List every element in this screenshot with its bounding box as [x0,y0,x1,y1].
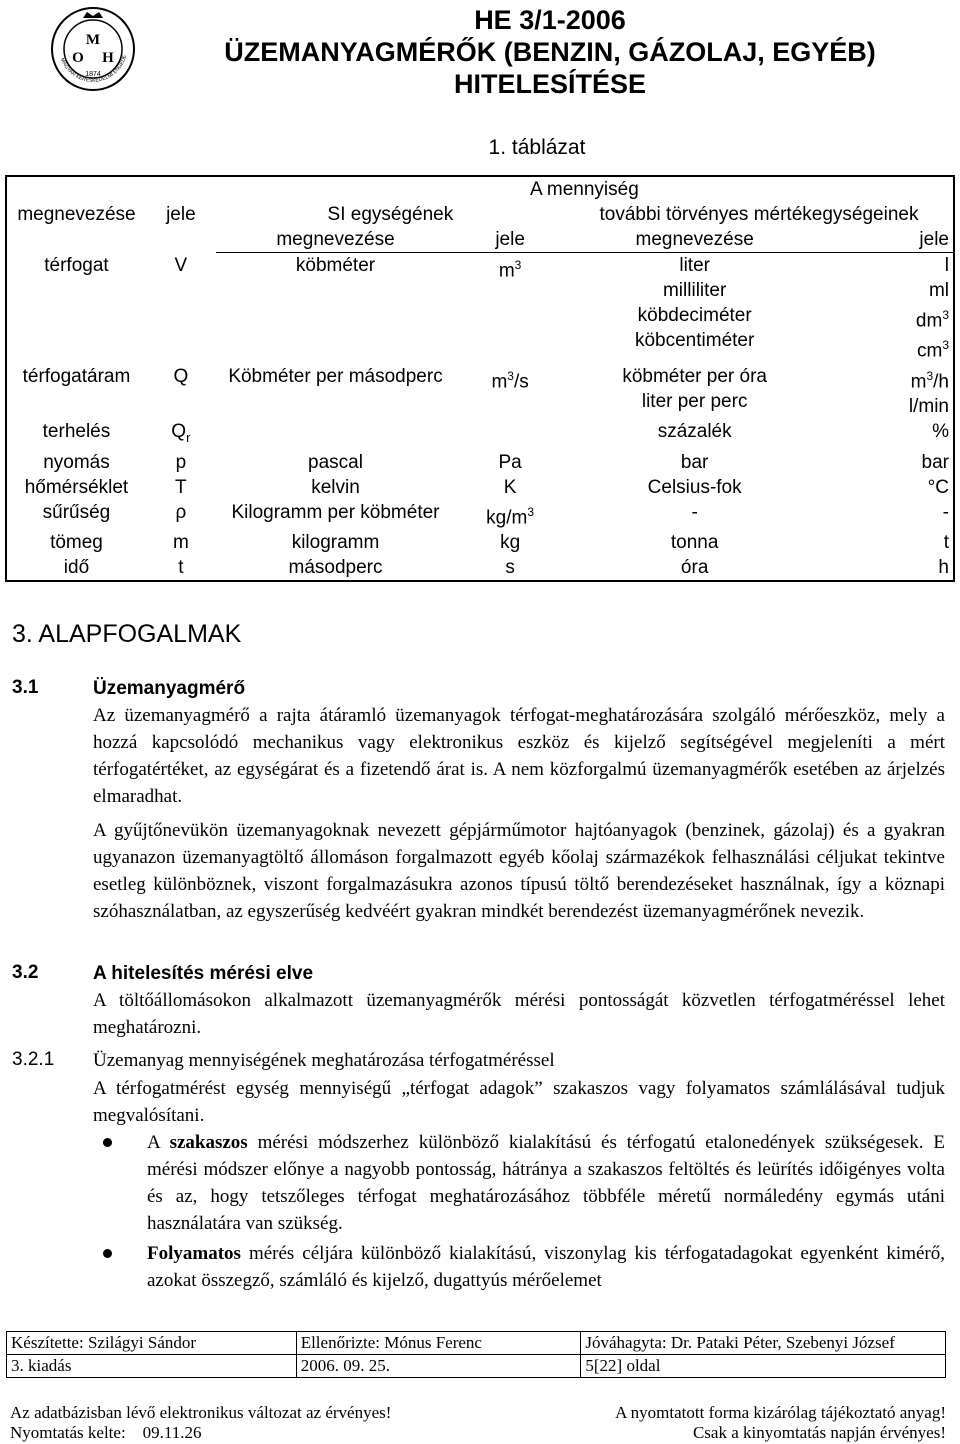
other-unit-names [565,555,824,581]
si-unit-symbol: kg [500,532,521,554]
other-unit-name: tonna [670,532,719,554]
logo-ring-text: MAGYAR KERESKEDELMI ENGEDÉ [58,54,129,84]
section-3-2-1-paragraph: A térfogatmérést egység mennyiségű „térfogat adagok” szakaszos vagy folyamatos számlálásával tudjuk megvalósítani. [93,1078,945,1126]
si-unit-name: köbméter [295,255,376,276]
si-unit-symbol: Pa [498,451,522,473]
quantity-symbol: ρ [175,501,187,523]
page-number: 5[22] oldal [581,1355,946,1378]
si-unit-symbol: $m^3/s$ [491,368,529,392]
other-unit-symbols [824,500,954,530]
office-seal-logo [50,6,136,92]
database-note: Az adatbázisban lévő elektronikus változat az érvényes! [10,1403,392,1422]
other-unit-symbol: $dm^3$ [915,308,949,332]
other-unit-name: óra [680,557,709,579]
title-sub: HITELESÍTÉSE [453,69,647,99]
si-unit-symbol: s [505,557,515,579]
other-unit-symbols [824,555,954,581]
si-unit-name: Kilogramm per köbméter [231,501,440,523]
quantity-symbol: p [175,451,187,473]
section-3-1-number: 3.1 [12,677,39,698]
other-unit-symbols [824,364,954,419]
quantity-name: térfogat [44,254,109,276]
quantity-symbol: V [174,254,188,276]
other-unit-names [565,530,824,555]
other-unit-symbol: bar [921,451,949,473]
unit-rows [6,253,954,582]
unit-row [6,253,954,364]
header-si-symbol: jele [455,227,565,253]
unit-row [6,555,954,581]
units-table [5,175,955,582]
other-unit-symbols [824,253,954,364]
header-name: megnevezése [17,204,136,226]
si-unit-name [216,419,455,450]
quantity-name: hőmérséklet [24,476,129,498]
quantity-name: sűrűség [42,501,111,523]
unit-row [6,419,954,450]
other-unit-name: százalék [657,420,732,442]
approved-by: Jóváhagyta: Dr. Pataki Péter, Szebenyi József [581,1332,946,1355]
other-unit-symbol: h [938,557,949,579]
other-unit-name: Celsius-fok [647,476,742,498]
method-bullet-list [93,1129,945,1294]
other-unit-symbols [824,419,954,450]
quantity-name: tömeg [50,532,103,554]
other-unit-names [565,253,824,364]
other-unit-names [565,419,824,450]
header-quantity: A mennyiség [529,179,639,200]
other-unit-names [565,450,824,475]
other-unit-names [565,500,824,530]
si-unit-name: pascal [308,451,363,473]
other-unit-name: liter per perc [641,390,748,412]
page-header [0,0,960,100]
bullet-item: Folyamatos mérés céljára különböző kialakítású, viszonylag kis térfogatadagokat egyenként kimérő, azokat összegző, számláló és kijelző, dugattyús mérőelemet [93,1240,945,1294]
section-3-2-paragraph: A töltőállomásokon alkalmazott üzemanyagmérők mérési pontosságát közvetlen térfogatméréssel lehet meghatározni. [93,990,945,1038]
quantity-name: idő [63,557,90,579]
print-date: Nyomtatás kelte: 09.11.26 [10,1423,202,1442]
section-3-1-paragraph-1: Az üzemanyagmérő a rajta átáramló üzemanyagok térfogat-meghatározására szolgáló mérőeszköz, mely a hozzá kapcsolódó mechanikus vagy elektronikus eszköz és kijelző segítségével megjeleníti a mért térfogatértéket, az egységárat és a fizetendő árat is. A nem közforgalmú üzemanyagmérők esetében az árjelzés elmaradhat. [93,705,945,807]
svg-text:1874: 1874 [85,71,101,78]
si-unit-symbol: K [503,476,517,498]
checked-by: Ellenőrizte: Mónus Ferenc [296,1332,581,1355]
unit-row [6,364,954,419]
si-unit-name: Köbméter per másodperc [228,365,443,387]
bullet-dot-icon [103,1138,112,1147]
section-3-2-1-title: Üzemanyag mennyiségének meghatározása térfogatméréssel [93,1050,555,1071]
section-3-2-1-number: 3.2.1 [12,1049,55,1070]
other-unit-symbol: ml [928,280,949,301]
validity-note: Csak a kinyomtatás napján érvényes! [692,1423,946,1442]
section-heading: 3. ALAPFOGALMAK [12,620,242,648]
other-unit-symbol: % [932,420,949,442]
bullet-dot-icon [103,1249,112,1258]
other-unit-name: - [691,501,698,523]
header-si-name: megnevezése [216,227,455,253]
quantity-symbol: t [178,557,184,579]
unit-row [6,475,954,500]
other-unit-name: liter [679,255,710,276]
title-main: ÜZEMANYAGMÉRŐK (BENZIN, GÁZOLAJ, EGYÉB) [224,37,876,67]
logo-letter-m: M [85,32,101,48]
logo-letter-o: O [72,50,84,66]
unit-row [6,450,954,475]
section-3-1-title: Üzemanyagmérő [93,678,246,699]
header-other-group: további törvényes mértékegységeinek [599,204,919,225]
header-symbol: jele [166,204,196,226]
section-3-2-number: 3.2 [12,962,39,983]
other-unit-names [565,364,824,419]
quantity-symbol: m [172,532,189,554]
quantity-name: térfogatáram [22,365,131,387]
si-unit-symbol: $m^3$ [498,258,522,282]
si-unit-symbol [455,419,565,450]
unit-row [6,500,954,530]
other-unit-symbol: $m^3/h$ [910,368,949,392]
header-other-name: megnevezése [565,227,824,253]
other-unit-name: bar [680,451,709,473]
quantity-symbol: $Q_r$ [171,420,191,445]
quantity-symbol: Q [173,365,189,387]
title-code: HE 3/1-2006 [474,5,626,35]
header-si-group: SI egységének [327,204,454,225]
logo-letter-h: H [102,50,114,66]
other-unit-name: milliliter [662,280,727,301]
quantity-name: terhelés [42,420,111,442]
header-other-symbol: jele [824,227,954,253]
unit-row [6,530,954,555]
other-unit-symbols [824,475,954,500]
si-unit-name: kelvin [311,476,360,498]
section-3-1-paragraph-2: A gyűjtőnevükön üzemanyagoknak nevezett gépjárműmotor hajtóanyagok (benzinek, gázolaj) és a gyakran ugyanazon üzemanyagtöltő állomáson forgalmazott egyéb kőolaj származékok felhasználási céljukat tekintve esetleg különböznek, viszont forgalmazásukra azonos típusú töltő berendezéseket használnak, így a köznapi szóhasználatban, az egyszerűség kedvéért gyakran mindkét berendezést üzemanyagmérőnek nevezik. [93,820,945,922]
approval-footer-table [6,1331,946,1378]
edition: 3. kiadás [7,1355,297,1378]
other-unit-name: köbdeciméter [637,305,752,326]
prepared-by: Készítette: Szilágyi Sándor [7,1332,297,1355]
print-note: A nyomtatott forma kizárólag tájékoztató anyag! [615,1403,946,1422]
other-unit-names [565,475,824,500]
other-unit-symbols [824,530,954,555]
bullet-item: A szakaszos mérési módszerhez különböző kialakítású és térfogatú etalonedények szükségesek. E mérési módszer előnye a nagyobb pontosság, hátránya a szakaszos feltöltés és leürítés időigényes volta és az, hogy tetszőleges térfogat meghatározásához többféle méretű normáledény egymás utáni használatára van szükség. [93,1129,945,1237]
other-unit-symbols [824,450,954,475]
other-unit-symbol: t [943,532,949,554]
quantity-symbol: T [175,476,187,498]
section-3-2-title: A hitelesítés mérési elve [93,963,314,984]
other-unit-name: köbméter per óra [622,365,767,387]
si-unit-symbol: $kg/m^3$ [486,504,535,529]
table-caption: 1. táblázat [488,136,586,159]
other-unit-symbol: $cm^3$ [916,338,949,362]
quantity-name: nyomás [43,451,110,473]
edition-date: 2006. 09. 25. [296,1355,581,1378]
other-unit-symbol: l/min [908,395,949,417]
other-unit-symbol: - [942,501,949,523]
other-unit-symbol: °C [927,476,949,498]
document-title [150,4,950,100]
other-unit-name: köbcentiméter [634,330,755,351]
si-unit-name: másodperc [288,557,383,579]
other-unit-symbol: l [944,255,949,276]
si-unit-name: kilogramm [291,532,380,554]
